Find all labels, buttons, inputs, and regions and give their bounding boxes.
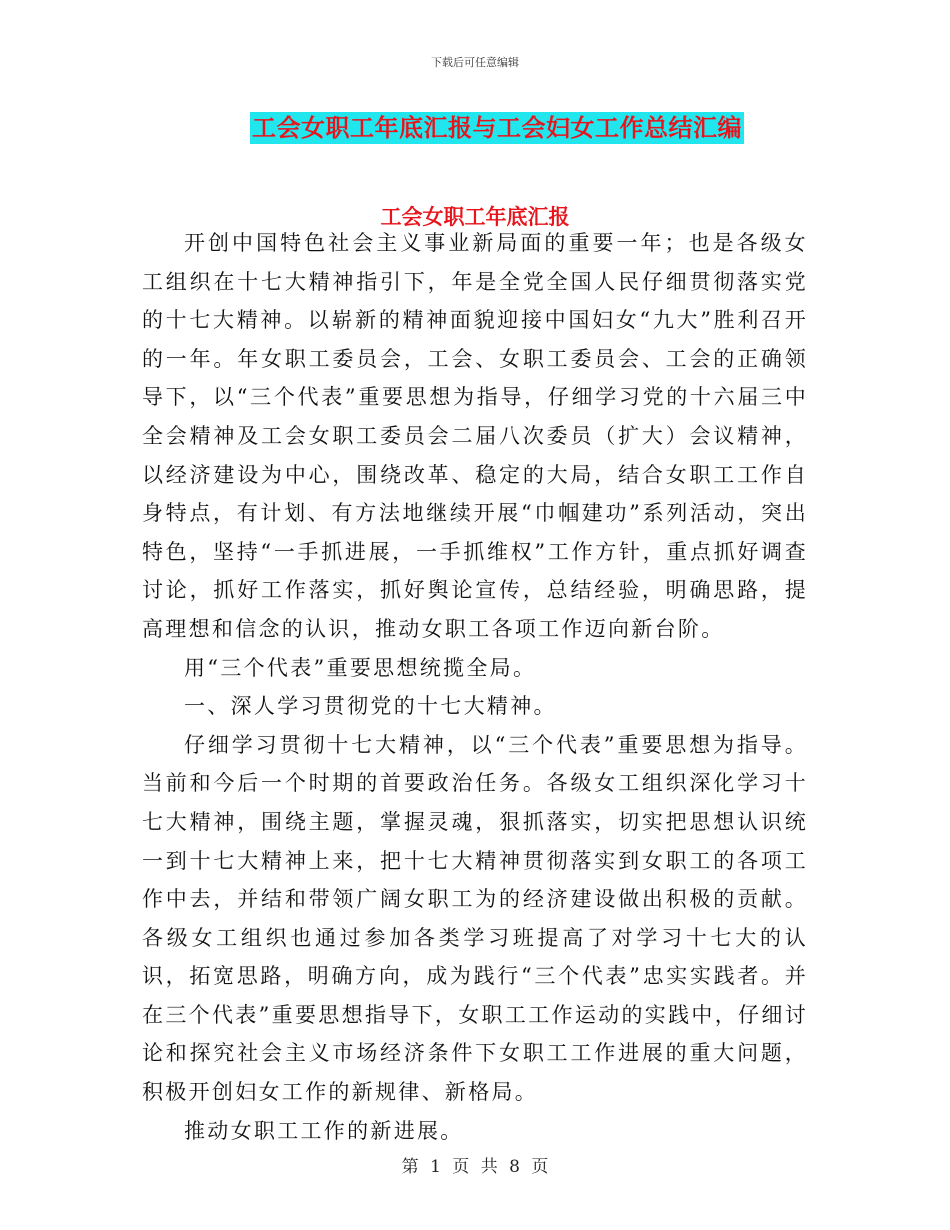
header-note: 下载后可任意编辑: [431, 56, 519, 69]
section-title: 工会女职工年底汇报: [380, 205, 570, 229]
page-number: 第 1 页 共 8 页: [401, 1157, 549, 1177]
paragraph: 仔细学习贯彻十七大精神，以“三个代表”重要思想为指导。当前和今后一个时期的首要政治任务。各级女工组织深化学习十七大精神，围绕主题，掌握灵魂，狠抓落实，切实把思想认识统一到十七大精神上来，把十七大精神贯彻落实到女职工的各项工作中去，并结和带领广阔女职工为的经济建设做出积极的贡献。各级女工组织也通过参加各类学习班提高了对学习十七大的认识，拓宽思路，明确方向，成为践行“三个代表”忠实实践者。并在三个代表”重要思想指导下，女职工工作运动的实践中，仔细讨论和探究社会主义市场经济条件下女职工工作进展的重大问题，积极开创妇女工作的新规律、新格局。: [142, 732, 808, 1105]
body-text: [142, 224, 808, 1150]
paragraph: 用“三个代表”重要思想统揽全局。: [184, 655, 537, 680]
paragraph: 开创中国特色社会主义事业新局面的重要一年；也是各级女工组织在十七大精神指引下，年是全党全国人民仔细贯彻落实党的十七大精神。以崭新的精神面貌迎接中国妇女“九大”胜利召开的一年。年女职工委员会，工会、女职工委员会、工会的正确领导下，以“三个代表”重要思想为指导，仔细学习党的十六届三中全会精神及工会女职工委员会二届八次委员（扩大）会议精神，以经济建设为中心，围绕改革、稳定的大局，结合女职工工作自身特点，有计划、有方法地继续开展“巾帼建功”系列活动，突出特色，坚持“一手抓进展，一手抓维权”工作方针，重点抓好调查讨论，抓好工作落实，抓好舆论宣传，总结经验，明确思路，提高理想和信念的认识，推动女职工各项工作迈向新台阶。: [142, 231, 808, 641]
paragraph: 推动女职工工作的新进展。: [184, 1118, 464, 1143]
main-title-container: [0, 112, 950, 144]
main-title: 工会女职工年底汇报与工会妇女工作总结汇编: [252, 114, 742, 142]
paragraph: 一、深人学习贯彻党的十七大精神。: [184, 694, 557, 719]
